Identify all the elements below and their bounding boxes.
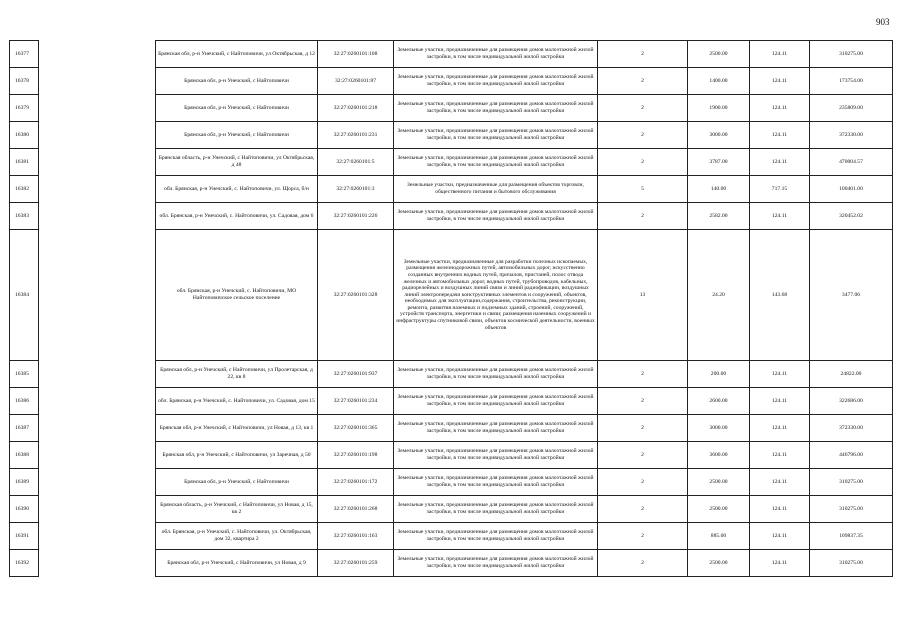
row-number-cell: 16381 bbox=[10, 149, 39, 176]
cadastral-number-cell: 32:27:0260101:198 bbox=[318, 442, 394, 469]
gap-cell bbox=[39, 203, 156, 230]
cadastral-number-cell: 32:27:0260101:87 bbox=[318, 68, 394, 95]
specific-value-cell: 124.11 bbox=[750, 523, 810, 550]
land-use-cell: Земельные участки, предназначенные для размещения домов малоэтажной жилой застройки, в том числе индивидуальной жилой застройки bbox=[394, 415, 598, 442]
use-group-cell: 5 bbox=[598, 176, 688, 203]
specific-value-cell: 124.11 bbox=[750, 203, 810, 230]
gap-cell bbox=[39, 388, 156, 415]
cadastral-number-cell: 32:27:0260101:163 bbox=[318, 523, 394, 550]
cadastral-value-cell: 372330.00 bbox=[810, 415, 893, 442]
row-number-cell: 16390 bbox=[10, 496, 39, 523]
land-use-cell: Земельные участки, предназначенные для размещения домов малоэтажной жилой застройки, в том числе индивидуальной жилой застройки bbox=[394, 361, 598, 388]
use-group-cell: 2 bbox=[598, 469, 688, 496]
use-group-cell: 2 bbox=[598, 442, 688, 469]
land-use-cell: Земельные участки, предназначенные для размещения домов малоэтажной жилой застройки, в том числе индивидуальной жилой застройки bbox=[394, 68, 598, 95]
address-cell: Брянская обл, р-н Унечский, с Найтоповичи, ул Октябрьская, д 12 bbox=[156, 41, 318, 68]
area-cell: 3787.00 bbox=[688, 149, 750, 176]
use-group-cell: 2 bbox=[598, 68, 688, 95]
table-row bbox=[10, 469, 893, 496]
table-row bbox=[10, 68, 893, 95]
address-cell: Брянская обл, р-н Унечский, с Найтоповичи, ул Новая, д 13, кв 1 bbox=[156, 415, 318, 442]
gap-cell bbox=[39, 523, 156, 550]
use-group-cell: 2 bbox=[598, 361, 688, 388]
row-number-cell: 16391 bbox=[10, 523, 39, 550]
cadastral-value-cell: 322686.00 bbox=[810, 388, 893, 415]
use-group-cell: 2 bbox=[598, 122, 688, 149]
row-number-cell: 16382 bbox=[10, 176, 39, 203]
use-group-cell: 13 bbox=[598, 230, 688, 361]
row-number-cell: 16380 bbox=[10, 122, 39, 149]
cadastral-value-cell: 320452.02 bbox=[810, 203, 893, 230]
table-row bbox=[10, 415, 893, 442]
land-use-cell: Земельные участки, предназначенные для размещения домов малоэтажной жилой застройки, в том числе индивидуальной жилой застройки bbox=[394, 550, 598, 577]
row-number-cell: 16385 bbox=[10, 361, 39, 388]
land-use-cell: Земельные участки, предназначенные для размещения домов малоэтажной жилой застройки, в том числе индивидуальной жилой застройки bbox=[394, 95, 598, 122]
use-group-cell: 2 bbox=[598, 388, 688, 415]
specific-value-cell: 124.11 bbox=[750, 496, 810, 523]
table-row bbox=[10, 388, 893, 415]
cadastral-number-cell: 32:27:0260101:108 bbox=[318, 41, 394, 68]
table-row bbox=[10, 523, 893, 550]
cadastral-number-cell: 32:27:0260101:226 bbox=[318, 203, 394, 230]
use-group-cell: 2 bbox=[598, 415, 688, 442]
area-cell: 2500.00 bbox=[688, 469, 750, 496]
address-cell: Брянская обл, р-н Унечский, с Найтоповичи, ул Новая, д 9 bbox=[156, 550, 318, 577]
specific-value-cell: 143.68 bbox=[750, 230, 810, 361]
address-cell: Брянская обл, р-н Унечский, с Найтоповичи, ул Пролетарская, д 22, кв 8 bbox=[156, 361, 318, 388]
specific-value-cell: 124.11 bbox=[750, 95, 810, 122]
row-number-cell: 16379 bbox=[10, 95, 39, 122]
specific-value-cell: 124.11 bbox=[750, 41, 810, 68]
land-use-cell: Земельные участки, предназначенные для размещения домов малоэтажной жилой застройки, в том числе индивидуальной жилой застройки bbox=[394, 388, 598, 415]
use-group-cell: 2 bbox=[598, 523, 688, 550]
land-use-cell: Земельные участки, предназначенные для разработки полезных ископаемых, размещения железнодорожных путей, автомобильных дорог, искусственно созданных внутренних водных путей, причалов, пристаней, полос отвода железных и автомобильных дорог, водных путей, трубопроводов, кабельных, радиорелейных и воздушных линий связи и линий радиофикации, воздушных линий электропередачи конструктивных элементов и сооружений, объектов, необходимых для эксплуатации,содержания, строительства, реконструкции, ремонта, развития наземных и подземных зданий, строений, сооружений, устройств транспорта, энергетики и связи; размещения наземных сооружений и инфраструктуры спутниковой связи, объектов космической деятельности, военных объектов bbox=[394, 230, 598, 361]
address-cell: обл. Брянская, р-н Унечский, с. Найтоповичи, ул. Щорса, б/н bbox=[156, 176, 318, 203]
area-cell: 2500.00 bbox=[688, 496, 750, 523]
specific-value-cell: 717.15 bbox=[750, 176, 810, 203]
land-use-cell: Земельные участки, предназначенные для размещения домов малоэтажной жилой застройки, в том числе индивидуальной жилой застройки bbox=[394, 523, 598, 550]
land-use-cell: Земельные участки, предназначенные для размещения домов малоэтажной жилой застройки, в том числе индивидуальной жилой застройки bbox=[394, 149, 598, 176]
gap-cell bbox=[39, 95, 156, 122]
address-cell: Брянская обл, р-н Унечский, с Найтоповичи bbox=[156, 68, 318, 95]
gap-cell bbox=[39, 176, 156, 203]
cadastral-number-cell: 32:27:0260101:5 bbox=[318, 149, 394, 176]
specific-value-cell: 124.11 bbox=[750, 68, 810, 95]
cadastral-value-cell: 372330.00 bbox=[810, 122, 893, 149]
specific-value-cell: 124.11 bbox=[750, 415, 810, 442]
cadastral-value-cell: 173754.00 bbox=[810, 68, 893, 95]
use-group-cell: 2 bbox=[598, 41, 688, 68]
address-cell: обл. Брянская, р-н Унечский, с. Найтоповичи, МО Найтоповичское сельское поселение bbox=[156, 230, 318, 361]
land-use-cell: Земельные участки, предназначенные для размещения домов малоэтажной жилой застройки, в том числе индивидуальной жилой застройки bbox=[394, 442, 598, 469]
row-number-cell: 16383 bbox=[10, 203, 39, 230]
table-row bbox=[10, 496, 893, 523]
address-cell: Брянская обл, р-н Унечский, с Найтоповичи bbox=[156, 469, 318, 496]
specific-value-cell: 124.11 bbox=[750, 122, 810, 149]
table-row bbox=[10, 442, 893, 469]
cadastral-value-cell: 310275.00 bbox=[810, 41, 893, 68]
cadastral-number-cell: 32:27:0260101:234 bbox=[318, 388, 394, 415]
cadastral-value-cell: 310275.00 bbox=[810, 496, 893, 523]
cadastral-value-cell: 109837.35 bbox=[810, 523, 893, 550]
area-cell: 2500.00 bbox=[688, 41, 750, 68]
table-row bbox=[10, 361, 893, 388]
cadastral-value-cell: 446796.00 bbox=[810, 442, 893, 469]
table-row bbox=[10, 41, 893, 68]
address-cell: Брянская обл, р-н Унечский, с Найтоповичи bbox=[156, 95, 318, 122]
cadastral-number-cell: 32:27:0260101:172 bbox=[318, 469, 394, 496]
use-group-cell: 2 bbox=[598, 550, 688, 577]
specific-value-cell: 124.11 bbox=[750, 442, 810, 469]
row-number-cell: 16387 bbox=[10, 415, 39, 442]
row-number-cell: 16389 bbox=[10, 469, 39, 496]
table-row bbox=[10, 230, 893, 361]
specific-value-cell: 124.11 bbox=[750, 361, 810, 388]
gap-cell bbox=[39, 361, 156, 388]
area-cell: 2500.00 bbox=[688, 550, 750, 577]
area-cell: 24.20 bbox=[688, 230, 750, 361]
area-cell: 2582.00 bbox=[688, 203, 750, 230]
cadastral-number-cell: 32:27:0260101:328 bbox=[318, 230, 394, 361]
table-row bbox=[10, 550, 893, 577]
row-number-cell: 16386 bbox=[10, 388, 39, 415]
area-cell: 3600.00 bbox=[688, 442, 750, 469]
cadastral-number-cell: 32:27:0260101:268 bbox=[318, 496, 394, 523]
gap-cell bbox=[39, 496, 156, 523]
table-row bbox=[10, 203, 893, 230]
gap-cell bbox=[39, 230, 156, 361]
address-cell: обл. Брянская, р-н Унечский, с. Найтоповичи, ул. Садовая, дом 6 bbox=[156, 203, 318, 230]
area-cell: 200.00 bbox=[688, 361, 750, 388]
gap-cell bbox=[39, 68, 156, 95]
gap-cell bbox=[39, 415, 156, 442]
land-use-cell: Земельные участки, предназначенные для размещения домов малоэтажной жилой застройки, в том числе индивидуальной жилой застройки bbox=[394, 496, 598, 523]
cadastral-number-cell: 32:27:0260101:231 bbox=[318, 122, 394, 149]
specific-value-cell: 124.11 bbox=[750, 550, 810, 577]
land-use-cell: Земельные участки, предназначенные для размещения домов малоэтажной жилой застройки, в том числе индивидуальной жилой застройки bbox=[394, 469, 598, 496]
specific-value-cell: 124.11 bbox=[750, 469, 810, 496]
row-number-cell: 16377 bbox=[10, 41, 39, 68]
gap-cell bbox=[39, 469, 156, 496]
use-group-cell: 2 bbox=[598, 95, 688, 122]
area-cell: 3000.00 bbox=[688, 122, 750, 149]
area-cell: 1900.00 bbox=[688, 95, 750, 122]
address-cell: Брянская область, р-н Унечский, с Найтоповичи, ул Новая, д 15, кв 2 bbox=[156, 496, 318, 523]
area-cell: 3000.00 bbox=[688, 415, 750, 442]
cadastral-value-cell: 310275.00 bbox=[810, 550, 893, 577]
land-use-cell: Земельные участки, предназначенные для размещения домов малоэтажной жилой застройки, в том числе индивидуальной жилой застройки bbox=[394, 41, 598, 68]
area-cell: 885.00 bbox=[688, 523, 750, 550]
cadastral-number-cell: 32:27:0260101:259 bbox=[318, 550, 394, 577]
cadastral-value-cell: 310275.00 bbox=[810, 469, 893, 496]
row-number-cell: 16384 bbox=[10, 230, 39, 361]
cadastral-value-cell: 235809.00 bbox=[810, 95, 893, 122]
use-group-cell: 2 bbox=[598, 149, 688, 176]
cadastral-value-cell: 470004.57 bbox=[810, 149, 893, 176]
cadastral-value-cell: 100401.00 bbox=[810, 176, 893, 203]
cadastral-number-cell: 32:27:0260101:218 bbox=[318, 95, 394, 122]
address-cell: обл. Брянская, р-н Унечский, с. Найтоповичи, ул. Октябрьская, дом 32, квартира 2 bbox=[156, 523, 318, 550]
use-group-cell: 2 bbox=[598, 203, 688, 230]
specific-value-cell: 124.11 bbox=[750, 149, 810, 176]
gap-cell bbox=[39, 41, 156, 68]
land-use-cell: Земельные участки, предназначенные для размещения домов малоэтажной жилой застройки, в том числе индивидуальной жилой застройки bbox=[394, 203, 598, 230]
table-row bbox=[10, 149, 893, 176]
cadastral-number-cell: 32:27:0260101:937 bbox=[318, 361, 394, 388]
gap-cell bbox=[39, 442, 156, 469]
row-number-cell: 16388 bbox=[10, 442, 39, 469]
cadastral-number-cell: 32:27:0260101:3 bbox=[318, 176, 394, 203]
cadastral-value-table bbox=[9, 40, 893, 577]
gap-cell bbox=[39, 149, 156, 176]
cadastral-number-cell: 32:27:0260101:365 bbox=[318, 415, 394, 442]
table-row bbox=[10, 95, 893, 122]
page-number: 903 bbox=[876, 17, 890, 27]
specific-value-cell: 124.11 bbox=[750, 388, 810, 415]
land-use-cell: Земельные участки, предназначенные для размещения домов малоэтажной жилой застройки, в том числе индивидуальной жилой застройки bbox=[394, 122, 598, 149]
area-cell: 140.00 bbox=[688, 176, 750, 203]
row-number-cell: 16392 bbox=[10, 550, 39, 577]
area-cell: 1400.00 bbox=[688, 68, 750, 95]
table-row bbox=[10, 176, 893, 203]
table-row bbox=[10, 122, 893, 149]
row-number-cell: 16378 bbox=[10, 68, 39, 95]
address-cell: Брянская обл, р-н Унечский, с Найтоповичи bbox=[156, 122, 318, 149]
cadastral-value-cell: 3477.06 bbox=[810, 230, 893, 361]
address-cell: Брянская область, р-н Унечский, с Найтоповичи, ул Октябрьская, д 48 bbox=[156, 149, 318, 176]
cadastral-value-cell: 24822.00 bbox=[810, 361, 893, 388]
area-cell: 2600.00 bbox=[688, 388, 750, 415]
use-group-cell: 2 bbox=[598, 496, 688, 523]
land-use-cell: Земельные участки, предназначенные для размещения объектов торговли, общественного питания и бытового обслуживания bbox=[394, 176, 598, 203]
gap-cell bbox=[39, 550, 156, 577]
gap-cell bbox=[39, 122, 156, 149]
address-cell: Брянская обл, р-н Унечский, с Найтоповичи, ул Заречная, д 50 bbox=[156, 442, 318, 469]
address-cell: обл. Брянская, р-н Унечский, с. Найтоповичи, ул. Садовая, дом 15 bbox=[156, 388, 318, 415]
